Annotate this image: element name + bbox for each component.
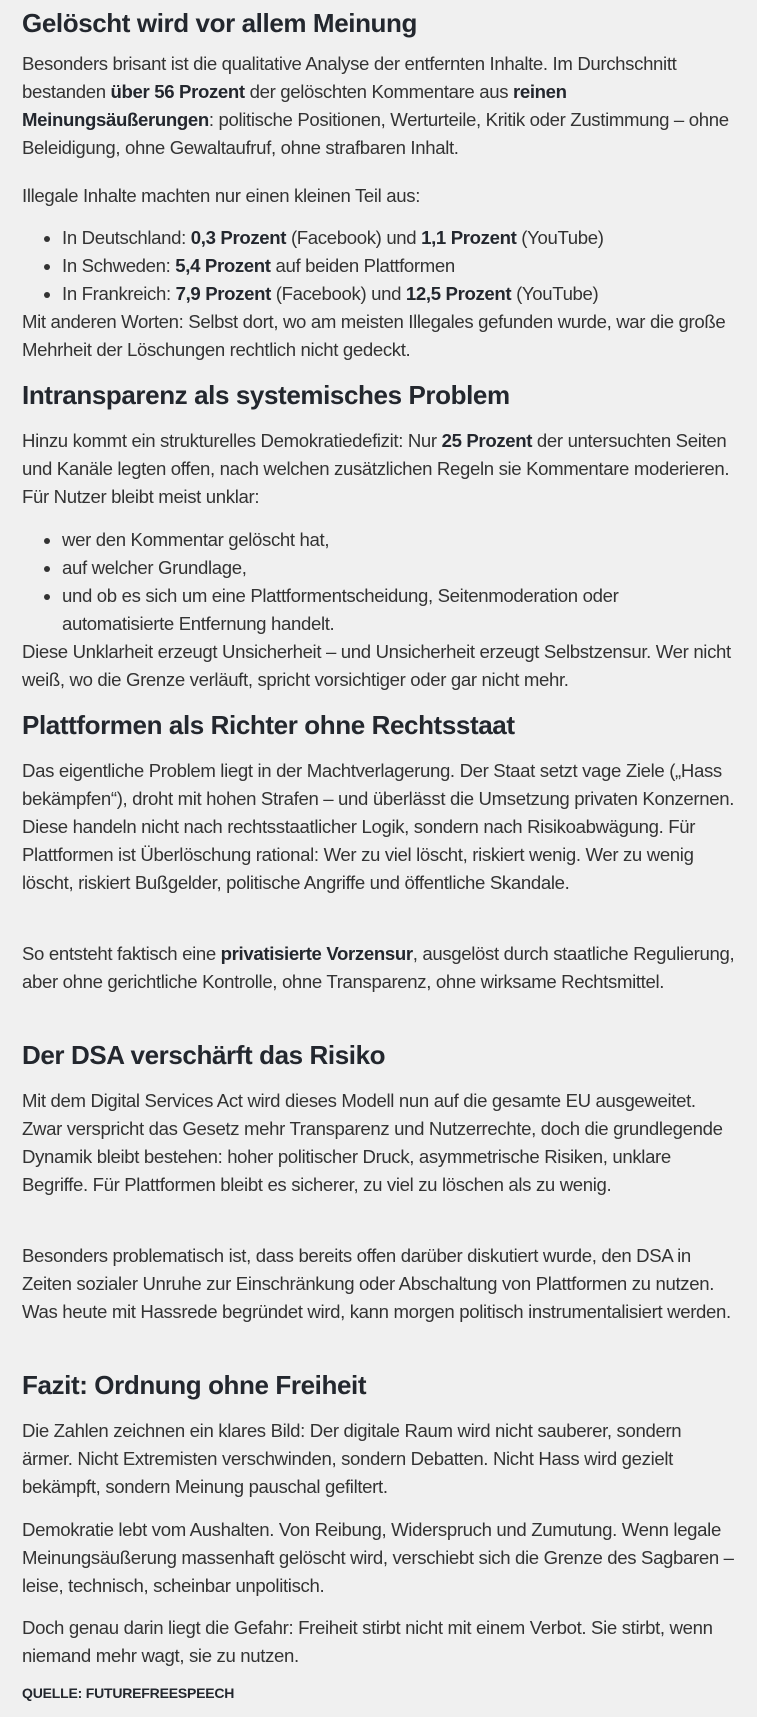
paragraph xyxy=(22,50,735,162)
paragraph: Diese Unklarheit erzeugt Unsicherheit – und Unsicherheit erzeugt Selbstzensur. Wer nicht weiß, wo die Grenze verläuft, spricht vorsichtiger oder gar nicht mehr. xyxy=(22,641,731,690)
bold-text: 0,3 Prozent xyxy=(190,227,287,248)
text: So entsteht faktisch eine xyxy=(22,943,221,964)
list-item xyxy=(62,252,735,280)
text: Hinzu kommt ein strukturelles Demokratiedefizit: Nur xyxy=(22,430,442,451)
list-item: • wer den Kommentar gelöscht hat, xyxy=(62,526,735,554)
text: , ausgelöst durch staatliche Regulierung, aber ohne gerichtliche Kontrolle, ohne Transparenz, ohne wirksame Rechtsmittel. xyxy=(22,943,735,992)
section-heading: Gelöscht wird vor allem Meinung xyxy=(22,8,418,38)
bold-text: 7,9 Prozent xyxy=(175,283,271,304)
bold-text: 1,1 Prozent xyxy=(421,227,517,248)
text: der gelöschten Kommentare aus xyxy=(244,81,513,102)
text: Besonders brisant ist die qualitative Analyse der entfernten Inhalte. Im Durchschnitt bestanden xyxy=(22,53,677,102)
paragraph: Doch genau darin liegt die Gefahr: Freiheit stirbt nicht mit einem Verbot. Sie stirbt, wenn niemand mehr wagt, sie zu nutzen. xyxy=(22,1617,713,1666)
source-credit: QUELLE: FUTUREFREESPEECH xyxy=(22,1685,235,1701)
paragraph: Demokratie lebt vom Aushalten. Von Reibung, Widerspruch und Zumutung. Wenn legale Meinungsäußerung massenhaft gelöscht wird, verschiebt sich die Grenze des Sagbaren – leise, technisch, scheinbar unpolitisch. xyxy=(22,1519,734,1596)
bold-text: 25 Prozent xyxy=(441,430,533,451)
text: (YouTube) xyxy=(511,283,599,304)
paragraph: Besonders problematisch ist, dass bereits offen darüber diskutiert wurde, den DSA in Zeiten sozialer Unruhe zur Einschränkung oder Abschaltung von Plattformen zu nutzen. Was heute mit Hassrede begründet wird, kann morgen politisch instrumentalisiert werden. xyxy=(22,1245,731,1322)
bullet-list xyxy=(22,224,735,308)
bold-text: privatisierte Vorzensur xyxy=(220,943,413,964)
bold-text: reinen Meinungsäußerungen xyxy=(22,81,567,130)
paragraph: Mit dem Digital Services Act wird dieses Modell nun auf die gesamte EU ausgeweitet. Zwar verspricht das Gesetz mehr Transparenz und Nutzerrechte, doch die grundlegende Dynamik bleibt bestehen: hoher politischer Druck, asymmetrische Risiken, unklare Begriffe. Für Plattformen bleibt es sicherer, zu viel zu löschen als zu wenig. xyxy=(22,1090,723,1195)
text: (Facebook) und xyxy=(270,283,406,304)
text: der untersuchten Seiten und Kanäle legten offen, nach welchen zusätzlichen Regeln sie Kommentare moderieren. Für Nutzer bleibt meist unklar: xyxy=(22,430,730,507)
section-heading: Der DSA verschärft das Risiko xyxy=(22,1040,386,1070)
section-heading: Fazit: Ordnung ohne Freiheit xyxy=(22,1370,367,1400)
text: auf beiden Plattformen xyxy=(270,255,455,276)
text: (Facebook) und xyxy=(286,227,422,248)
paragraph: Illegale Inhalte machten nur einen kleinen Teil aus: xyxy=(22,185,421,206)
bullet-list xyxy=(22,526,735,638)
text: (YouTube) xyxy=(516,227,604,248)
section-heading: Intransparenz als systemisches Problem xyxy=(22,380,510,410)
bold-text: 12,5 Prozent xyxy=(405,283,512,304)
text: In Frankreich: xyxy=(62,283,176,304)
text: In Deutschland: xyxy=(62,227,191,248)
bold-text: über 56 Prozent xyxy=(110,81,245,102)
paragraph: Die Zahlen zeichnen ein klares Bild: Der digitale Raum wird nicht sauberer, sondern ärmer. Nicht Extremisten verschwinden, sondern Debatten. Nicht Hass wird gezielt bekämpft, sondern Meinung pauschal gefiltert. xyxy=(22,1420,682,1497)
text: In Schweden: xyxy=(62,255,176,276)
list-item xyxy=(62,224,735,252)
text: : politische Positionen, Werturteile, Kritik oder Zustimmung – ohne Beleidigung, ohne Gewaltaufruf, ohne strafbaren Inhalt. xyxy=(22,109,729,158)
paragraph xyxy=(22,940,735,996)
list-item: • auf welcher Grundlage, xyxy=(62,554,735,582)
bold-text: 5,4 Prozent xyxy=(175,255,271,276)
list-item: • und ob es sich um eine Plattformentscheidung, Seitenmoderation oder automatisierte Entfernung handelt. xyxy=(62,582,735,638)
list-item xyxy=(62,280,735,308)
paragraph: Mit anderen Worten: Selbst dort, wo am meisten Illegales gefunden wurde, war die große Mehrheit der Löschungen rechtlich nicht gedeckt. xyxy=(22,311,726,360)
paragraph xyxy=(22,427,735,511)
section-heading: Plattformen als Richter ohne Rechtsstaat xyxy=(22,710,515,740)
paragraph: Das eigentliche Problem liegt in der Machtverlagerung. Der Staat setzt vage Ziele („Hass bekämpfen“), droht mit hohen Strafen – und überlässt die Umsetzung privaten Konzernen. Diese handeln nicht nach rechtsstaatlicher Logik, sondern nach Risikoabwägung. Für Plattformen ist Überlöschung rational: Wer zu viel löscht, riskiert wenig. Wer zu wenig löscht, riskiert Bußgelder, politische Angriffe und öffentliche Skandale. xyxy=(22,760,735,893)
